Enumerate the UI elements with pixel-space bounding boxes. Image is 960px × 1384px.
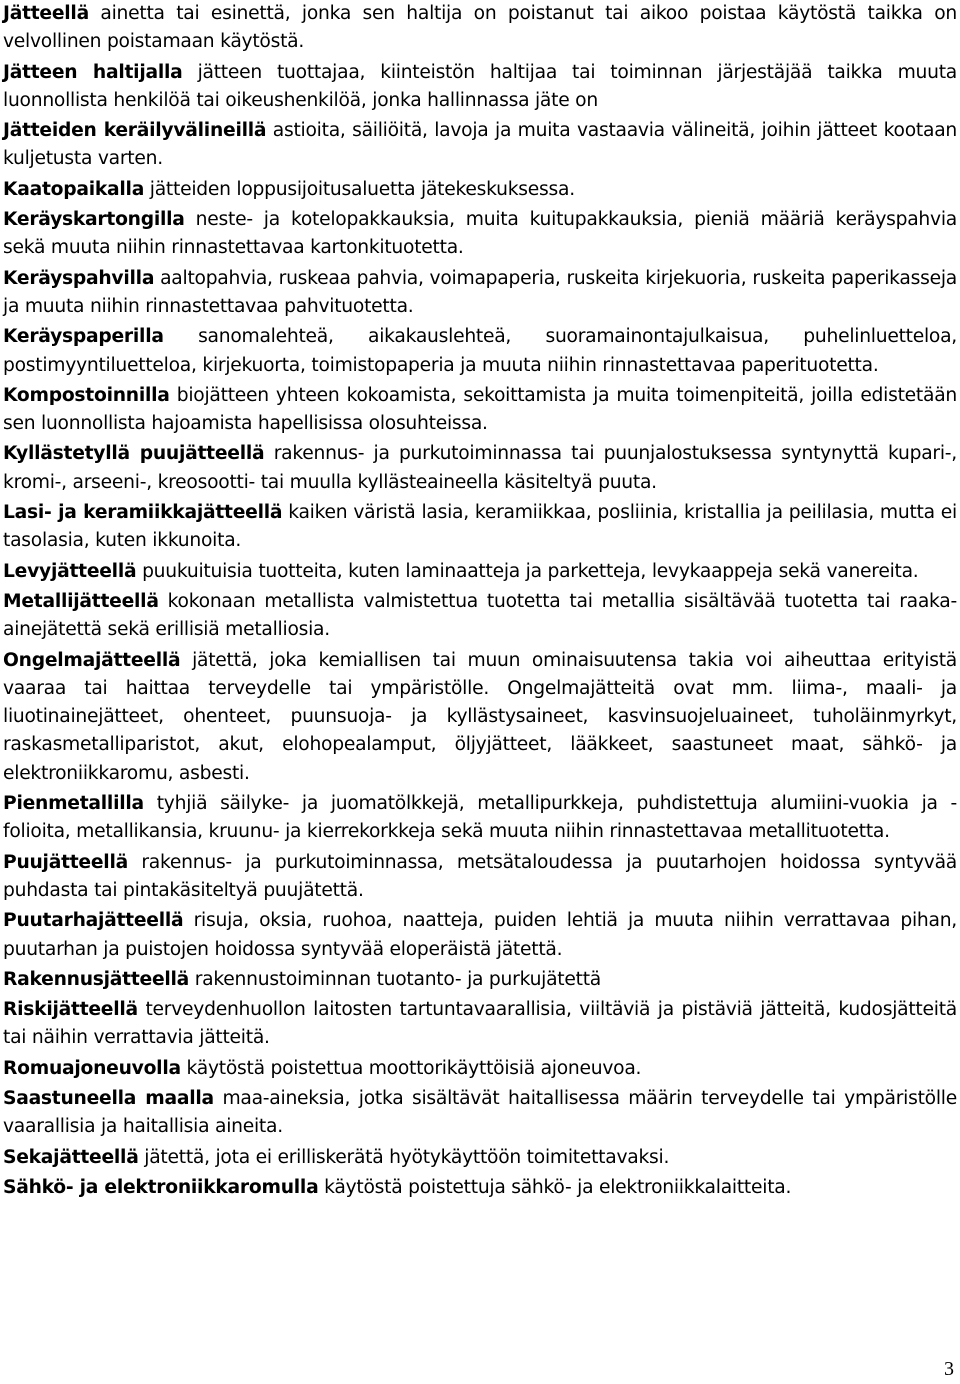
glossary-term: Jätteiden keräilyvälineillä [3,120,267,142]
glossary-entry-romuajoneuvolla [3,1055,957,1083]
glossary-term: Rakennusjätteellä [3,968,190,990]
glossary-entry-kerailyvalineilla [3,117,957,174]
glossary-term: Jätteen haltijalla [3,61,183,83]
glossary-definition: käytöstä poistettua moottorikäyttöisiä ajoneuvoa. [186,1057,642,1079]
glossary-term: Riskijätteellä [3,999,138,1021]
glossary-definition: astioita, säiliöitä, lavoja ja muita vastaavia välineitä, joihin jätteet kootaan kuljetusta varten. [3,120,957,170]
glossary-entry-jatteella [3,0,957,57]
glossary-entry-jatteen-haltijalla [3,59,957,116]
glossary-entry-puutarhajatteella [3,907,957,964]
glossary-definition: sanomalehteä, aikakauslehteä, suoramainontajulkaisua, puhelinluetteloa, postimyyntiluetteloa, kirjekuorta, toimistopaperia ja muuta niihin rinnastettavaa paperituotetta. [3,326,957,376]
glossary-term: Puutarhajätteellä [3,910,184,932]
glossary-definition: jätettä, joka kemiallisen tai muun ominaisuutensa takia voi aiheuttaa erityistä vaaraa tai haittaa terveydelle tai ympäristölle. Ongelmajätteitä ovat mm. liima-, maali- ja liuotinainejätteet, ohenteet, puunsuoja- ja kyllästysaineet, kasvinsuojeluaineet, tuholäinmyrkyt, raskasmetalliparistot, akut, elohopealamput, öljyjätteet, lääkkeet, saastuneet maat, sähkö- ja elektroniikkaromu, asbesti. [3,649,957,784]
glossary-definition: aaltopahvia, ruskeaa pahvia, voimapaperia, ruskeita kirjekuoria, ruskeita paperikasseja ja muuta niihin rinnastettavaa pahvituotetta. [3,267,957,317]
glossary-entry-rakennusjatteella [3,966,957,994]
glossary-entry-keraispaperilla [3,323,957,380]
glossary-term: Jätteellä [3,3,89,24]
glossary-definition: terveydenhuollon laitosten tartuntavaarallisia, viiltäviä ja pistäviä jätteitä, kudosjätteitä tai näihin verrattavia jätteitä. [3,999,957,1049]
glossary-term: Sekajätteellä [3,1146,139,1168]
glossary-definition: käytöstä poistettuja sähkö- ja elektroniikkalaitteita. [324,1176,792,1198]
page-number: 3 [944,1358,954,1380]
glossary-entry-sekajatteella [3,1144,957,1172]
glossary-term: Pienmetallilla [3,793,144,815]
glossary-term: Kompostoinnilla [3,384,170,406]
glossary-term: Keräyskartongilla [3,209,185,231]
glossary-entry-puujatteella [3,849,957,906]
glossary-term: Romuajoneuvolla [3,1057,181,1079]
glossary-entry-ongelmajatteella [3,647,957,788]
glossary-definition: risuja, oksia, ruohoa, naatteja, puiden lehtiä ja muuta niihin verrattavaa pihan, puutarhan ja puistojen hoidossa syntyvää eloperäistä jätettä. [3,910,957,960]
glossary-definition: jätteen tuottajaa, kiinteistön haltijaa tai toiminnan järjestäjää taikka muuta luonnollista henkilöä tai oikeushenkilöä, jonka hallinnassa jäte on [3,61,957,111]
glossary-definition: rakennustoiminnan tuotanto- ja purkujätettä [194,968,601,990]
glossary-term: Levyjätteellä [3,560,137,582]
glossary-definition: neste- ja kotelopakkauksia, muita kuitupakkauksia, pieniä määriä keräyspahvia sekä muuta niihin rinnastettavaa kartonkituotetta. [3,209,957,259]
glossary-page [3,0,957,1204]
glossary-entry-riskijatteella [3,996,957,1053]
glossary-term: Saastuneella maalla [3,1087,214,1109]
glossary-entry-kerayskartongilla [3,206,957,263]
glossary-term: Kaatopaikalla [3,178,145,200]
glossary-definition: tyhjiä säilyke- ja juomatölkkejä, metallipurkkeja, puhdistettuja alumiini-vuokia ja -folioita, metallikansia, kruunu- ja kierrekorkkeja sekä muuta niihin rinnastettavaa metallituotetta. [3,793,957,843]
glossary-term: Keräyspaperilla [3,326,164,348]
glossary-entry-kyllastetylla-puujatteella [3,440,957,497]
glossary-entry-pienmetallilla [3,790,957,847]
glossary-entry-levyjatteella [3,558,957,586]
glossary-definition: maa-aineksia, jotka sisältävät haitallisessa määrin terveydelle tai ympäristölle vaarallisia ja haitallisia aineita. [3,1087,957,1138]
glossary-definition: kaiken väristä lasia, keramiikkaa, posliinia, kristallia ja peililasia, mutta ei tasolasia, kuten ikkunoita. [3,502,957,552]
glossary-definition: puukuituisia tuotteita, kuten laminaatteja ja parketteja, levykaappeja sekä vanereita. [142,560,919,582]
glossary-definition: ainetta tai esinettä, jonka sen haltija on poistanut tai aikoo poistaa käytöstä taikka on velvollinen poistamaan käytöstä. [3,3,957,53]
glossary-definition: kokonaan metallista valmistettua tuotetta tai metallia sisältävää tuotetta tai raaka-ainejätettä sekä erillisiä metalliosia. [3,590,957,641]
glossary-term: Lasi- ja keramiikkajätteellä [3,502,283,524]
glossary-entry-saastuneella-maalla [3,1085,957,1142]
glossary-definition: rakennus- ja purkutoiminnassa tai puunjalostuksessa syntynyttä kupari-, kromi-, arseeni-, kreosootti- tai muulla kyllästeaineella käsiteltyä puuta. [3,443,957,493]
glossary-entry-kaatopaikalla [3,176,957,204]
glossary-term: Keräyspahvilla [3,267,155,289]
glossary-term: Kyllästetyllä puujätteellä [3,443,265,465]
glossary-definition: biojätteen yhteen kokoamista, sekoittamista ja muita toimenpiteitä, joilla edistetään sen luonnollista hajoamista hapellisissa olosuhteissa. [3,384,957,435]
glossary-term: Sähkö- ja elektroniikkaromulla [3,1176,319,1198]
glossary-entry-kompostoinnilla [3,382,957,439]
glossary-term: Ongelmajätteellä [3,649,181,671]
glossary-definition: rakennus- ja purkutoiminnassa, metsätaloudessa ja puutarhojen hoidossa syntyvää puhdasta tai pintakäsiteltyä puujätettä. [3,851,957,901]
glossary-definition: jätettä, jota ei erilliskerätä hyötykäyttöön toimitettavaksi. [144,1146,670,1168]
glossary-entry-metallijatteella [3,588,957,645]
glossary-entry-sahko-ja-elektroniikkaromulla [3,1174,957,1202]
glossary-entry-keraispahvilla [3,265,957,322]
glossary-term: Puujätteellä [3,851,128,873]
glossary-definition: jätteiden loppusijoitusaluetta jätekeskuksessa. [149,178,575,200]
glossary-entry-lasi-ja-keramiikkajatteella [3,499,957,556]
glossary-term: Metallijätteellä [3,590,159,612]
